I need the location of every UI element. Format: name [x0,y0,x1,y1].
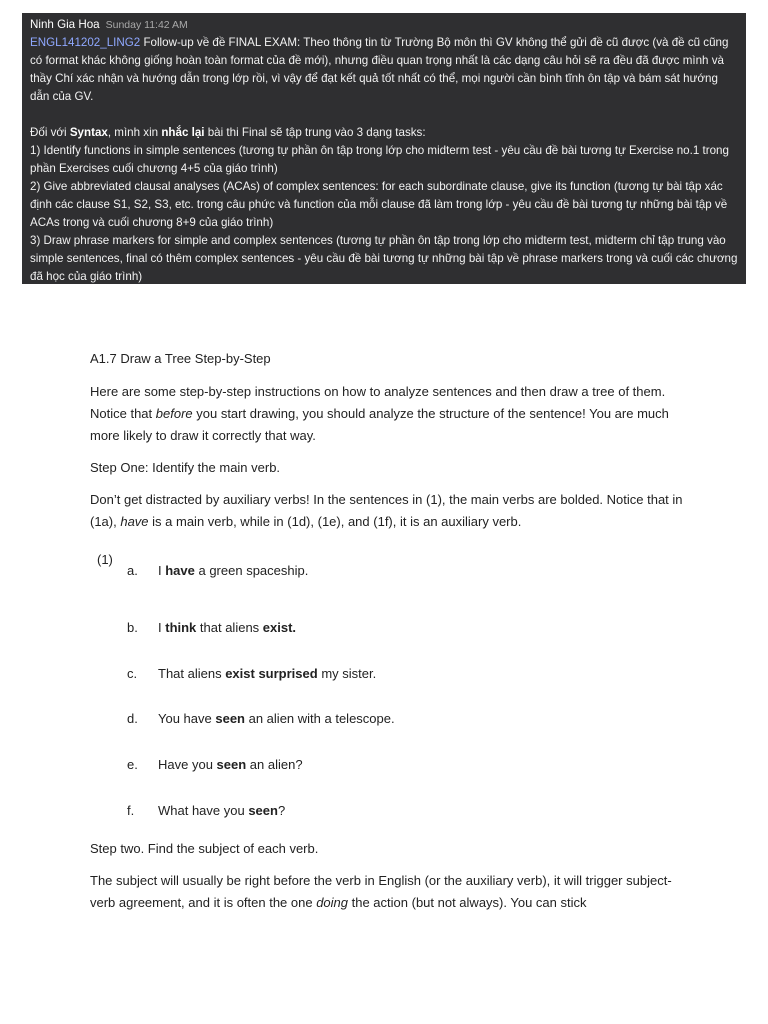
sender-name[interactable]: Ninh Gia Hoa [30,18,100,31]
message-timestamp: Sunday 11:42 AM [105,19,188,31]
chat-header [30,16,740,34]
task-1: 1) Identify functions in simple sentences (tương tự phần ôn tập trong lớp cho midterm test - yêu cầu đề bài tương tự Exercise no.1 trong phần Exercises cuối chương 4+5 của giáo trình) [30,144,729,175]
section-title: A1.7 Draw a Tree Step-by-Step [90,351,271,366]
document-body [90,348,690,543]
paragraph-subject: The subject will usually be right before the verb in English (or the auxiliary verb), it will trigger subject-verb agreement, and it is often the one doing the action (but not always). You can stick [90,873,672,910]
example-item: d. You have seen an alien with a telescope. [127,711,395,726]
example-item: c. That aliens exist surprised my sister. [127,666,377,681]
document-body-continued [90,838,690,924]
task-3: 3) Draw phrase markers for simple and complex sentences (tương tự phần ôn tập trong lớp cho midterm test, midterm chỉ tập trung vào simple sentences, final có thêm complex sentences - yêu cầu đề bài tương tự những bài tập về phrase markers trong và cuối các chương đã học của giáo trình) [30,234,738,283]
message-paragraph-1 [30,34,740,106]
chat-message [22,13,746,284]
paragraph-intro: Here are some step-by-step instructions on how to analyze sentences and then draw a tree of them. Notice that before you start drawing, you should analyze the structure of the sentence! You are much more likely to draw it correctly that way. [90,384,669,443]
example-item: b. I think that aliens exist. [127,620,297,635]
bold-syntax: Syntax [69,126,108,139]
example-item: f. What have you seen? [127,803,286,818]
bold-nhac-lai: nhắc lại [161,126,205,139]
message-intro: Đối với Syntax, mình xin nhắc lại bài thi Final sẽ tập trung vào 3 dạng tasks: [30,126,426,139]
step-two-heading: Step two. Find the subject of each verb. [90,841,319,856]
example-number: (1) [97,552,113,567]
task-2: 2) Give abbreviated clausal analyses (ACAs) of complex sentences: for each subordinate clause, give its function (tương tự bài tập xác định các clause S1, S2, S3, etc. trong câu phức và function của mỗi clause đã làm trong lớp - yêu cầu đề bài tương tự những bài tập về ACAs trong và cuối chương 8+9 của giáo trình) [30,180,728,229]
channel-mention[interactable]: ENGL141202_LING2 [30,36,141,49]
paragraph-auxiliary: Don’t get distracted by auxiliary verbs! In the sentences in (1), the main verbs are bolded. Notice that in (1a), have is a main verb, while in (1d), (1e), and (1f), it is an auxiliary verb. [90,492,683,529]
step-one-heading: Step One: Identify the main verb. [90,460,281,475]
example-item: a. I have a green spaceship. [127,563,309,578]
message-text-1: Follow-up về đề FINAL EXAM: Theo thông tin từ Trường Bộ môn thì GV không thể gửi đề cũ được (và đề cũ cũng có format khác không giống hoàn toàn format của đề mới), nhưng điều quan trọng nhất là các dạng câu hỏi sẽ ra đều đã được mình và thầy Chí xác nhận và hướng dẫn trong lớp rồi, vì vậy để đạt kết quả tốt nhất có thể, mọi người cần bình tĩnh ôn tập và bám sát hướng dẫn của GV. [30,36,729,103]
example-item: e. Have you seen an alien? [127,757,303,772]
